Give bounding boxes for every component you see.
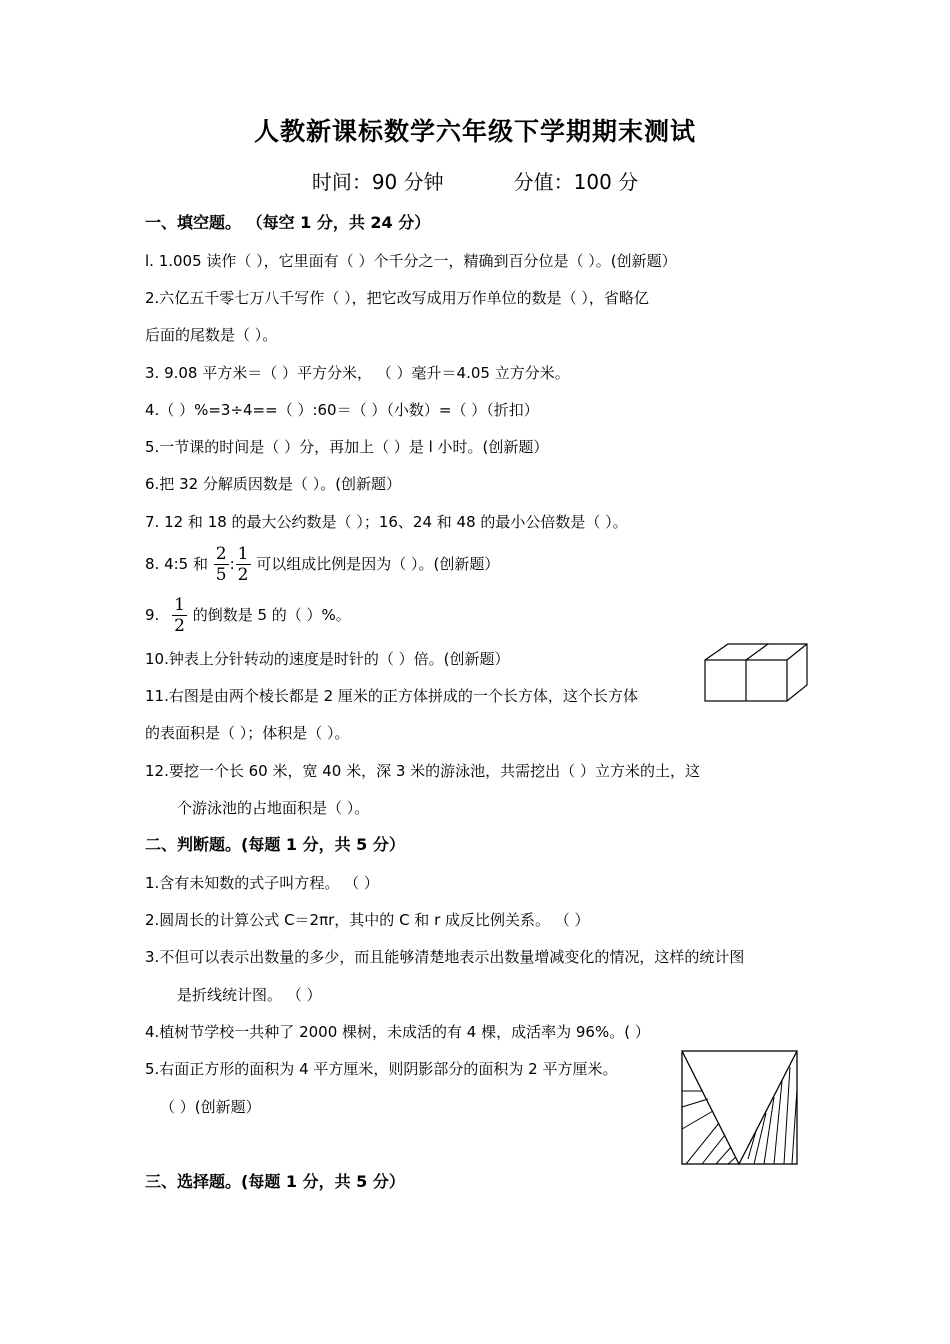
question-1-5: 5.一节课的时间是（ ）分，再加上（ ）是 l 小时。(创新题） xyxy=(145,438,549,456)
shaded-square-figure xyxy=(680,1049,800,1167)
page-title: 人教新课标数学六年级下学期期末测试 xyxy=(253,117,696,146)
question-1-11a: 11.右图是由两个棱长都是 2 厘米的正方体拼成的一个长方体，这个长方体 xyxy=(145,687,638,705)
question-1-4: 4.（ ）%=3÷4==（ ）:60＝（ ）（小数）=（ ）（折扣） xyxy=(145,401,539,419)
question-2-5a: 5.右面正方形的面积为 4 平方厘米，则阴影部分的面积为 2 平方厘米。 xyxy=(145,1060,618,1078)
ratio-colon: : xyxy=(229,555,235,573)
section1-heading: 一、填空题。 （每空 1 分，共 24 分） xyxy=(145,213,431,232)
question-1-12b: 个游泳池的占地面积是（ ）。 xyxy=(177,799,370,817)
section2-heading: 二、判断题。(每题 1 分，共 5 分） xyxy=(145,835,405,854)
question-1-8 xyxy=(145,542,499,586)
question-1-12a: 12.要挖一个长 60 米，宽 40 米，深 3 米的游泳池，共需挖出（ ）立方米的土，这 xyxy=(145,762,700,780)
fraction-one-half: $\frac{1}{2}$ xyxy=(237,544,249,585)
question-2-2: 2.圆周长的计算公式 C＝2πr，其中的 C 和 r 成反比例关系。 （ ） xyxy=(145,911,590,929)
question-2-1: 1.含有未知数的式子叫方程。 （ ） xyxy=(145,874,379,892)
question-1-10: 10.钟表上分针转动的速度是时针的（ ）倍。(创新题） xyxy=(145,650,510,668)
question-2-4: 4.植树节学校一共种了 2000 棵树，未成活的有 4 棵，成活率为 96%。( ） xyxy=(145,1023,650,1041)
question-1-11b: 的表面积是（ ）；体积是（ ）。 xyxy=(145,724,350,742)
question-2-3b: 是折线统计图。 （ ） xyxy=(177,986,322,1004)
question-1-7: 7. 12 和 18 的最大公约数是（ ）；16、24 和 48 的最小公倍数是（ ）。 xyxy=(145,513,628,531)
q8-prefix: 8. 4:5 和 xyxy=(145,555,208,573)
question-2-3a: 3.不但可以表示出数量的多少，而且能够清楚地表示出数量增减变化的情况，这样的统计图 xyxy=(145,948,745,966)
q9-suffix: 的倒数是 5 的（ ）%。 xyxy=(192,606,351,624)
exam-score: 分值：100 分 xyxy=(513,170,639,194)
exam-time: 时间：90 分钟 xyxy=(311,170,444,194)
question-1-1: l. 1.005 读作（ ），它里面有（ ）个千分之一，精确到百分位是（ ）。(创新题） xyxy=(145,252,677,270)
q8-suffix: 可以组成比例是因为（ ）。(创新题） xyxy=(256,555,500,573)
question-1-2b: 后面的尾数是（ ）。 xyxy=(145,326,278,344)
question-2-5b: （ ）(创新题） xyxy=(160,1098,261,1116)
fraction-one-half-q9: $\frac{1}{2}$ xyxy=(174,595,185,636)
exam-info xyxy=(0,166,950,195)
question-1-3: 3. 9.08 平方米＝（ ）平方分米， （ ）毫升＝4.05 立方分米。 xyxy=(145,364,570,382)
question-1-2a: 2.六亿五千零七万八千写作（ ），把它改写成用万作单位的数是（ ），省略亿 xyxy=(145,289,649,307)
question-1-6: 6.把 32 分解质因数是（ ）。(创新题） xyxy=(145,475,402,493)
question-1-9 xyxy=(145,593,351,637)
q9-prefix: 9. xyxy=(145,606,160,624)
cuboid-figure xyxy=(700,640,812,706)
section3-heading: 三、选择题。(每题 1 分，共 5 分） xyxy=(145,1172,405,1191)
fraction-two-fifths: $\frac{2}{5}$ xyxy=(215,544,227,585)
